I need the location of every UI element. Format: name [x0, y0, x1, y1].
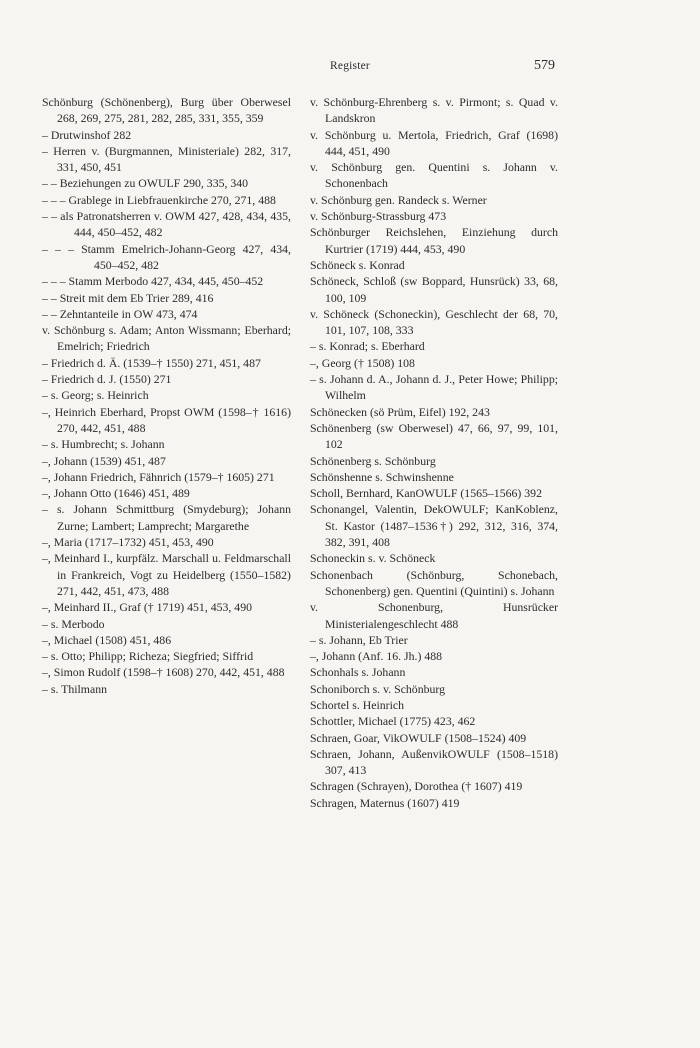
index-entry: Schöneck s. Konrad — [310, 257, 405, 272]
index-entry: – s. Johann d. A., Johann d. J., Peter Howe; Philipp; Wilhelm — [310, 372, 558, 403]
index-entry: –, Georg († 1508) 108 — [310, 355, 415, 370]
index-entry: – – – Stamm Emelrich-Johann-Georg 427, 434, 450–452, 482 — [42, 241, 291, 272]
index-entry: Schöneck, Schloß (sw Boppard, Hunsrück) 33, 68, 100, 109 — [310, 274, 558, 305]
index-entry: –, Maria (1717–1732) 451, 453, 490 — [42, 535, 214, 550]
index-entry: v. Schönburg-Ehrenberg s. v. Pirmont; s. Quad v. Landskron — [310, 95, 558, 126]
index-entry: Schönburger Reichslehen, Einziehung durch Kurtrier (1719) 444, 453, 490 — [310, 225, 558, 256]
index-entry: – Friedrich d. J. (1550) 271 — [42, 372, 172, 387]
index-entry: – Herren v. (Burgmannen, Ministeriale) 282, 317, 331, 450, 451 — [42, 143, 291, 175]
index-entry: –, Meinhard I., kurpfälz. Marschall u. Feldmarschall in Frankreich, Vogt zu Heidelberg (1550–1582) 271, 442, 451, 473, 488 — [42, 551, 291, 598]
index-entry: v. Schönburg gen. Quentini s. Johann v. Schonenbach — [310, 160, 558, 191]
index-entry: – s. Johann, Eb Trier — [310, 632, 408, 647]
index-entry: – s. Humbrecht; s. Johann — [42, 437, 165, 452]
index-entry: –, Michael (1508) 451, 486 — [42, 632, 172, 647]
index-entry: –, Heinrich Eberhard, Propst OWM (1598–† 1616) 270, 442, 451, 488 — [42, 404, 291, 435]
index-entry: – Friedrich d. Ä. (1539–† 1550) 271, 451, 487 — [42, 355, 261, 370]
index-entry: – s. Thilmann — [42, 681, 107, 696]
index-entry: Schonhals s. Johann — [310, 665, 406, 680]
index-entry: – – Zehntanteile in OW 473, 474 — [42, 306, 198, 321]
index-entry: – Drutwinshof 282 — [42, 127, 132, 142]
index-column-right — [310, 94, 558, 811]
index-entry: Schottler, Michael (1775) 423, 462 — [310, 714, 476, 729]
index-entry: Scholl, Bernhard, KanOWULF (1565–1566) 392 — [310, 486, 542, 501]
index-entry: Schönburg (Schönenberg), Burg über Oberwesel 268, 269, 275, 281, 282, 285, 331, 355, 359 — [42, 95, 291, 126]
index-entry: Schonangel, Valentin, DekOWULF; KanKoblenz, St. Kastor (1487–1536†) 292, 312, 316, 374, 382, 391, 408 — [310, 502, 558, 550]
index-entry: –, Meinhard II., Graf († 1719) 451, 453, 490 — [42, 600, 253, 615]
index-entry: – – – Grablege in Liebfrauenkirche 270, 271, 488 — [42, 192, 276, 207]
index-entry: Schortel s. Heinrich — [310, 697, 405, 712]
index-entry: v. Schönburg-Strassburg 473 — [310, 209, 447, 224]
index-entry: – s. Georg; s. Heinrich — [42, 388, 149, 403]
index-entry: Schragen, Maternus (1607) 419 — [310, 795, 460, 810]
index-entry: – s. Otto; Philipp; Richeza; Siegfried; Siffrid — [42, 649, 254, 664]
index-entry: v. Schönburg gen. Randeck s. Werner — [310, 192, 487, 207]
index-entry: v. Schonenburg, Hunsrücker Ministerialengeschlecht 488 — [310, 600, 558, 631]
index-entry: v. Schönburg s. Adam; Anton Wissmann; Eberhard; Emelrich; Friedrich — [42, 323, 291, 354]
index-entry: –, Johann Friedrich, Fähnrich (1579–† 1605) 271 — [42, 469, 275, 484]
index-entry: – – als Patronatsherren v. OWM 427, 428, 434, 435, 444, 450–452, 482 — [42, 209, 291, 240]
index-entry: –, Johann (1539) 451, 487 — [42, 453, 166, 468]
index-entry: – – Beziehungen zu OWULF 290, 335, 340 — [42, 176, 249, 191]
index-column-left — [42, 94, 291, 697]
index-entry: Schoniborch s. v. Schönburg — [310, 681, 446, 696]
index-entry: Schragen (Schrayen), Dorothea († 1607) 419 — [310, 779, 523, 794]
index-entry: –, Simon Rudolf (1598–† 1608) 270, 442, 451, 488 — [42, 665, 285, 680]
index-entry: Schönenberg s. Schönburg — [310, 453, 436, 468]
index-entry: Schönshenne s. Schwinshenne — [310, 469, 454, 484]
index-entry: –, Johann Otto (1646) 451, 489 — [42, 486, 190, 501]
index-entry: Schraen, Goar, VikOWULF (1508–1524) 409 — [310, 730, 527, 745]
index-entry: Schonenbach (Schönburg, Schonebach, Schonenberg) gen. Quentini (Quintini) s. Johann — [310, 567, 558, 598]
index-entry: –, Johann (Anf. 16. Jh.) 488 — [310, 649, 443, 664]
index-entry: – – – Stamm Merbodo 427, 434, 445, 450–452 — [42, 274, 264, 289]
index-entry: – s. Johann Schmittburg (Smydeburg); Johann Zurne; Lambert; Lamprecht; Margarethe — [42, 502, 291, 533]
index-entry: – s. Konrad; s. Eberhard — [310, 339, 425, 354]
index-entry: – – Streit mit dem Eb Trier 289, 416 — [42, 290, 214, 305]
index-entry: – s. Merbodo — [42, 616, 105, 631]
page-number: 579 — [534, 58, 555, 73]
index-entry: Schönecken (sö Prüm, Eifel) 192, 243 — [310, 404, 490, 419]
index-entry: v. Schönburg u. Mertola, Friedrich, Graf (1698) 444, 451, 490 — [310, 127, 558, 158]
index-entry: Schraen, Johann, AußenvikOWULF (1508–1518) 307, 413 — [310, 746, 558, 778]
index-entry: Schönenberg (sw Oberwesel) 47, 66, 97, 99, 101, 102 — [310, 420, 558, 452]
index-entry: v. Schöneck (Schoneckin), Geschlecht der 68, 70, 101, 107, 108, 333 — [310, 306, 558, 338]
index-entry: Schoneckin s. v. Schöneck — [310, 551, 436, 566]
running-head-title: Register — [330, 60, 370, 72]
